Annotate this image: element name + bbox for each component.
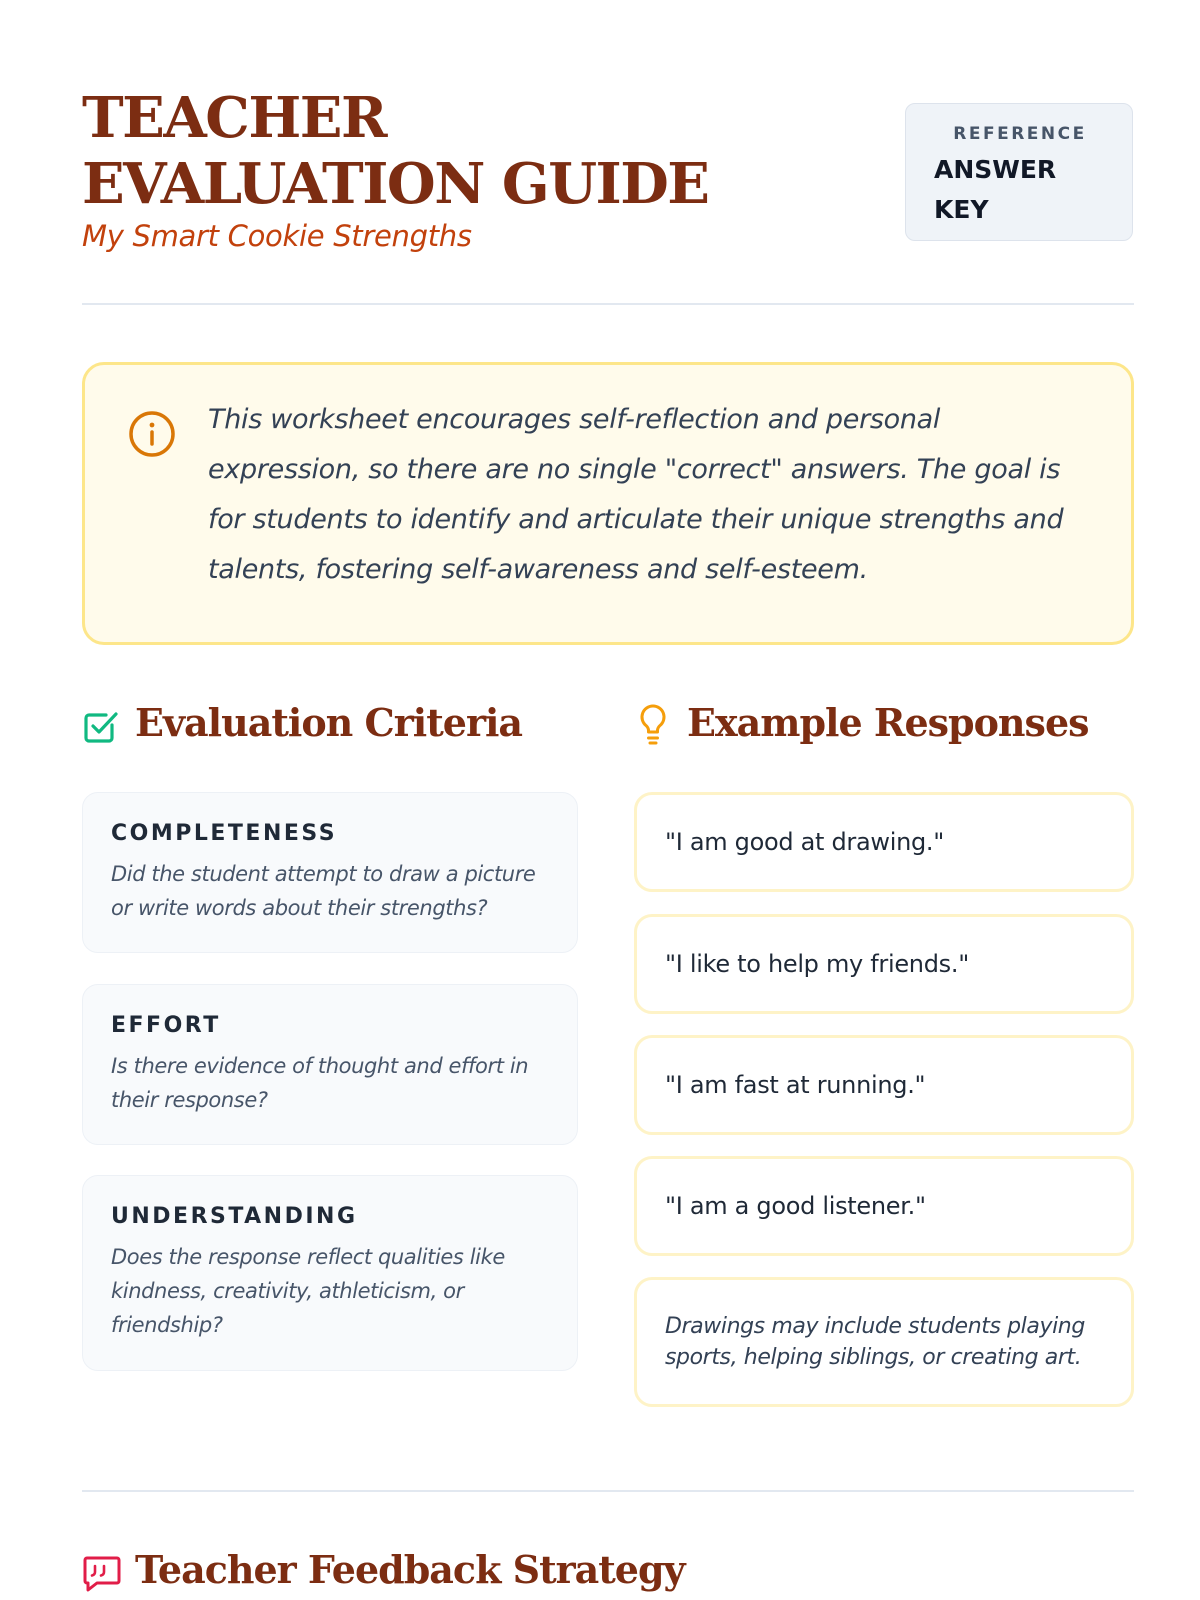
lightbulb-icon xyxy=(638,703,668,747)
page-subtitle: My Smart Cookie Strengths xyxy=(82,219,472,253)
example-card xyxy=(634,792,1134,892)
criteria-card-completeness xyxy=(82,792,578,953)
criteria-label: COMPLETENESS xyxy=(111,821,338,846)
feedback-title: Teacher Feedback Strategy xyxy=(135,1547,685,1592)
example-text: Drawings may include students playing sports, helping siblings, or creating art. xyxy=(665,1314,1085,1370)
reference-label: REFERENCE xyxy=(953,124,1087,144)
example-text: "I am fast at running." xyxy=(665,1071,926,1099)
criteria-card-effort xyxy=(82,984,578,1145)
info-note xyxy=(82,362,1134,645)
criteria-description: Is there evidence of thought and effort in their response? xyxy=(111,1054,529,1112)
checkbox-icon xyxy=(82,707,120,745)
header-divider xyxy=(82,303,1134,305)
criteria-label: UNDERSTANDING xyxy=(111,1204,358,1229)
criteria-description: Does the response reflect qualities like kindness, creativity, athleticism, or friendship? xyxy=(111,1245,505,1337)
section-divider xyxy=(82,1490,1134,1492)
reference-value: ANSWER KEY xyxy=(934,155,1057,224)
criteria-title: Evaluation Criteria xyxy=(135,700,523,745)
quote-bubble-icon xyxy=(82,1555,122,1593)
example-card-drawings xyxy=(634,1277,1134,1407)
example-text: "I am a good listener." xyxy=(665,1192,926,1220)
reference-badge xyxy=(905,103,1133,241)
criteria-label: EFFORT xyxy=(111,1013,221,1038)
criteria-description: Did the student attempt to draw a picture or write words about their strengths? xyxy=(111,862,536,920)
page-title: TEACHER EVALUATION GUIDE xyxy=(82,85,709,217)
example-text: "I am good at drawing." xyxy=(665,828,944,856)
criteria-card-understanding xyxy=(82,1175,578,1371)
example-card xyxy=(634,1156,1134,1256)
examples-title: Example Responses xyxy=(687,700,1089,745)
example-card xyxy=(634,914,1134,1014)
info-note-text: This worksheet encourages self-reflection and personal expression, so there are no single "correct" answers. The goal is for students to identify and articulate their unique strengths and talents, fostering self-awareness and self-esteem. xyxy=(208,404,1064,585)
example-text: "I like to help my friends." xyxy=(665,950,969,978)
info-circle-icon xyxy=(127,409,177,459)
example-card xyxy=(634,1035,1134,1135)
